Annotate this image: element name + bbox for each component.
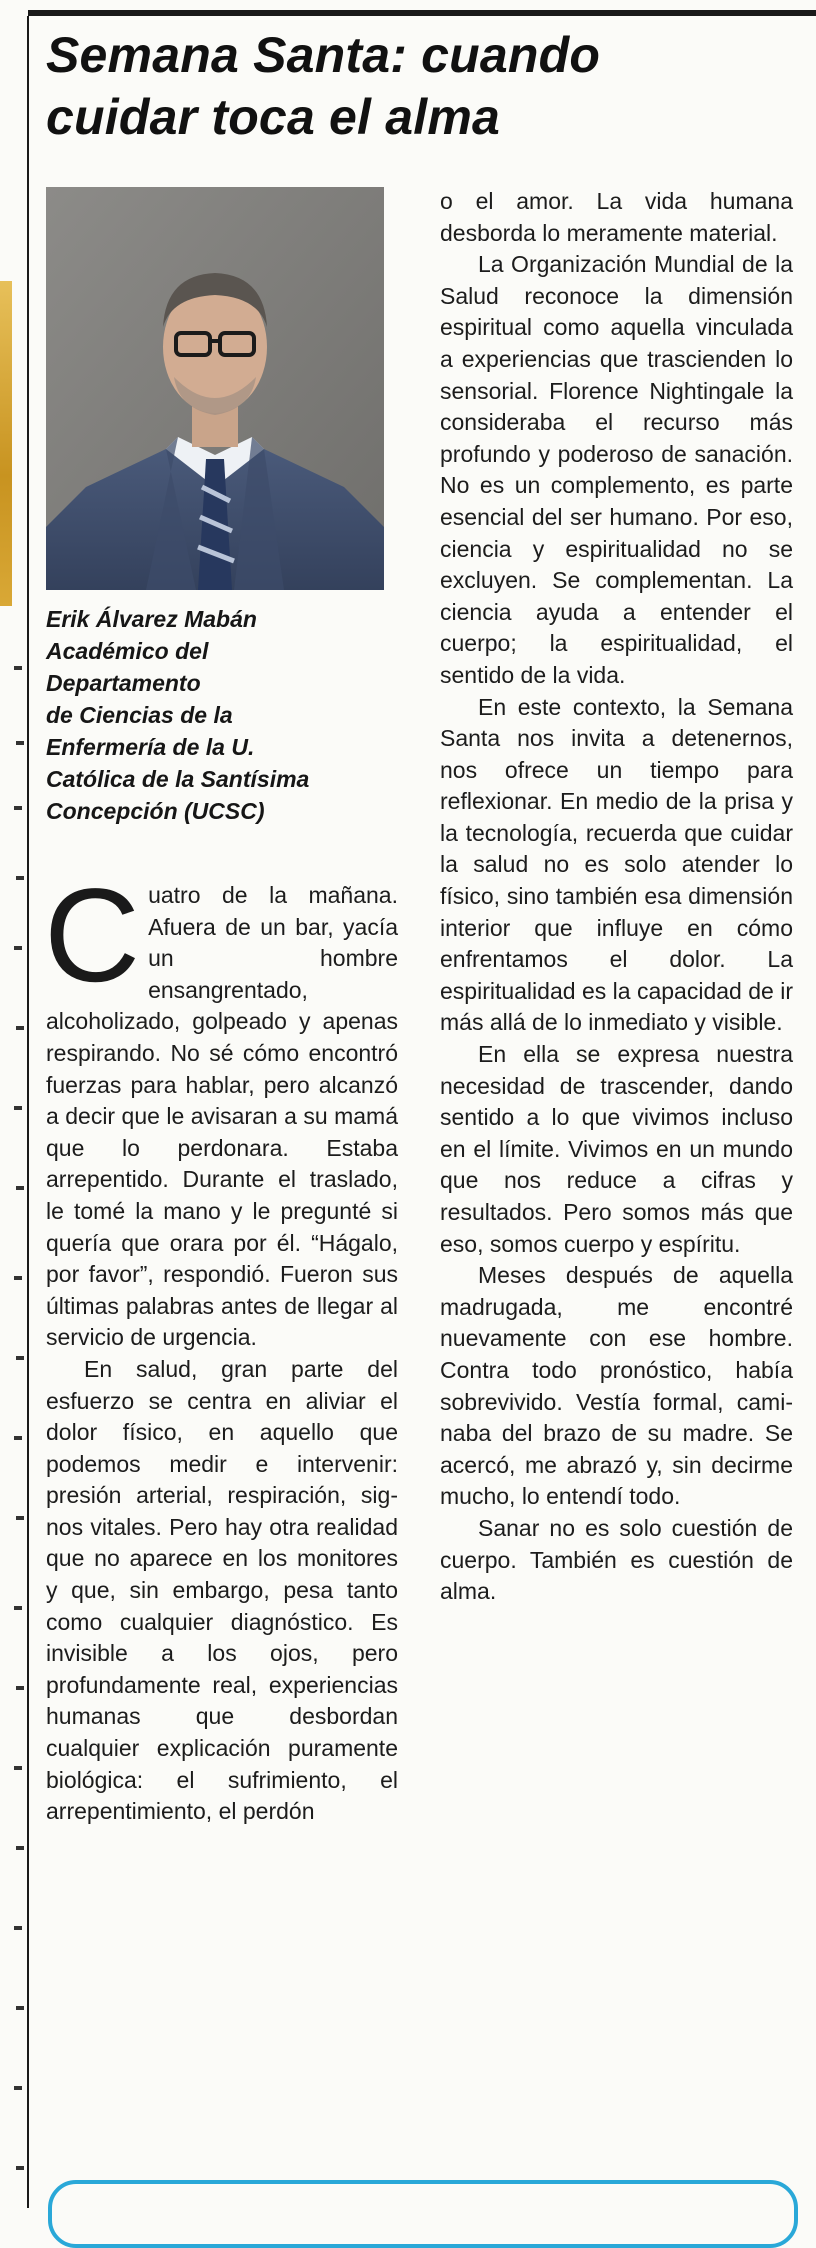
author-name: Erik Álvarez Mabán [46,606,257,632]
margin-mark [16,741,24,745]
paragraph-text: uatro de la mañana. Afuera de un bar, yacía un hombre ensangrentado, alcoholizado, golpeado y apenas respirando. No sé cómo encontró fuerzas para hablar, pero alcanzó a decir que le avisaran a su mamá que lo perdonara. Estaba arrepentido. Durante el traslado, le tomé la mano y le pregunté si quería que orara por él. “Hágalo, por favor”, respondió. Fueron sus últimas palabras antes de llegar al servicio de urgencia. [46,882,398,1351]
article-headline [46,24,786,148]
margin-mark [14,1106,22,1110]
adjacent-image-fragment [0,281,12,606]
body-paragraph: En este contexto, la Semana Santa nos invita a detenernos, nos ofrece un tiempo para reflexionar. En medio de la prisa y la tecnología, recuerda que cuidar la salud no es solo atender lo físico, sino también esa dimensión interior que influye en cómo enfrentamos el dolor. La espiritualidad es la capacidad de ir más allá de lo inmediato y visible. [440,693,793,1036]
body-paragraph [44,862,398,1354]
margin-mark [14,1926,22,1930]
margin-mark [14,2086,22,2090]
author-role-line: Enfermería de la U. [46,734,255,760]
margin-mark [14,666,22,670]
margin-mark [14,1606,22,1610]
margin-mark [16,876,24,880]
body-paragraph: Meses después de aquella madrugada, me encontré nuevamente con ese hombre. Contra todo pronóstico, había sobrevivido. Vestía formal, caminaba del brazo de su madre. Se acercó, me abrazó y, sin decirme mucho, lo entendí todo. [440,1262,793,1510]
margin-mark [16,1516,24,1520]
headline-line-1: Semana Santa: cuando [46,27,601,83]
margin-mark [16,2006,24,2010]
drop-cap: C [44,862,141,1010]
author-role-line: Departamento [46,670,201,696]
margin-mark [16,1686,24,1690]
body-paragraph: En ella se expresa nuestra necesidad de trascender, dando sentido a lo que vivimos incluso en el límite. Vivimos en un mundo que nos reduce a cifras y resultados. Pero somos más que eso, somos cuerpo y espíritu. [440,1041,793,1257]
margin-mark [14,1436,22,1440]
author-role-line: de Ciencias de la [46,702,233,728]
author-role-line: Académico del [46,638,209,664]
margin-mark [16,2166,24,2170]
margin-mark [16,1846,24,1850]
headline-line-2: cuidar toca el alma [46,89,500,145]
body-paragraph: La Organización Mundial de la Salud reconoce la dimensión espiritual como aquella vinculada a experiencias que trascienden lo sensorial. Florence Nightingale la consideraba el recurso más profundo y poderoso de sanación. No es un complemento, es parte esencial del ser humano. Por eso, ciencia y espiritualidad no se excluyen. Se complementan. La ciencia ayuda a entender el cuerpo; la espiritualidad, el sentido de la vida. [440,251,793,688]
author-photo [46,187,384,590]
body-paragraph: En salud, gran parte del esfuerzo se centra en aliviar el dolor físico, en aquello que podemos medir e intervenir: presión arterial, respiración, signos vitales. Pero hay otra realidad que no aparece en los monitores y que, sin embargo, pesa tanto como cualquier diagnóstico. Es invisible a los ojos, pero profundamente real, experiencias humanas que desbordan cualquier explicación puramente biológica: el sufrimiento, el arrepentimiento, el perdón [46,1355,398,1825]
margin-mark [14,806,22,810]
body-paragraph: Sanar no es solo cuestión de cuerpo. También es cuestión de alma. [440,1514,793,1605]
adjacent-page-strip [0,16,26,2208]
margin-mark [14,1276,22,1280]
margin-mark [14,946,22,950]
author-byline [46,603,406,827]
top-rule [28,10,816,16]
article-column-right [440,186,793,1608]
margin-mark [16,1026,24,1030]
article-column-left [44,862,398,1828]
author-role-line: Católica de la Santísima [46,766,310,792]
margin-mark [14,1766,22,1770]
bottom-box-fragment [48,2180,798,2248]
column-divider [27,16,29,2208]
author-role-line: Concepción (UCSC) [46,798,265,824]
body-paragraph: o el amor. La vida humana desborda lo meramente material. [440,188,793,246]
margin-mark [16,1186,24,1190]
margin-mark [16,1356,24,1360]
